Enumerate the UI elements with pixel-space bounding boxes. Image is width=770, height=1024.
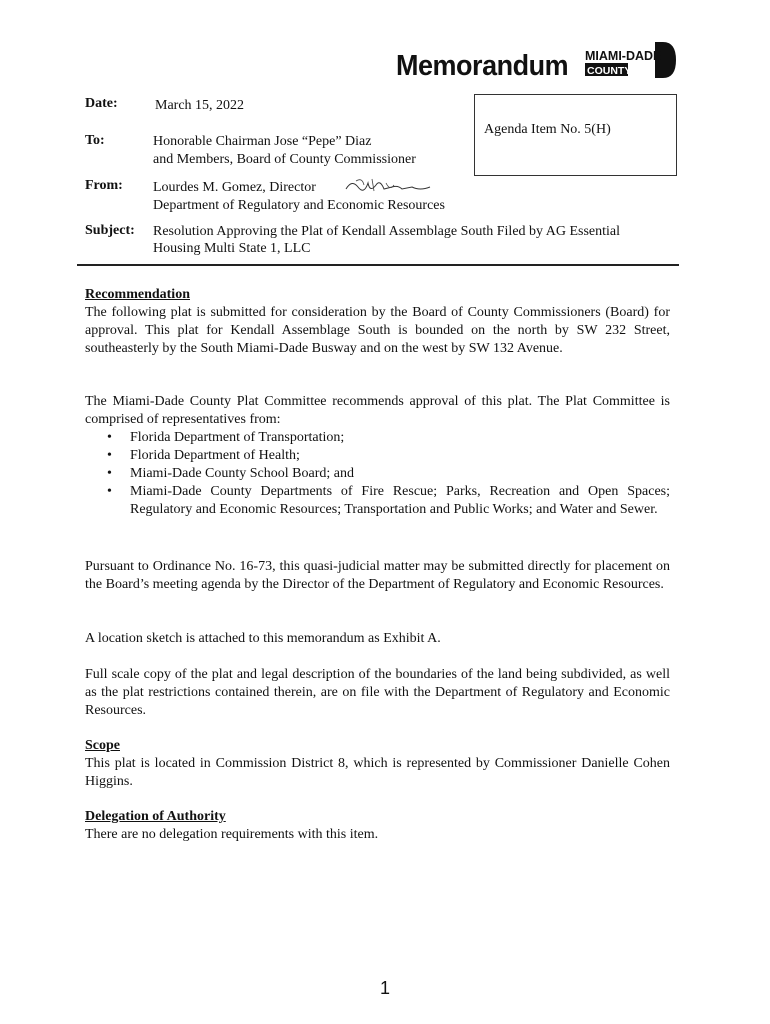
to-label: To:	[85, 133, 105, 148]
date-label: Date:	[85, 96, 118, 111]
subject-label: Subject:	[85, 223, 135, 238]
agenda-item-box	[474, 94, 677, 176]
list-item: • Florida Department of Transportation;	[130, 429, 670, 447]
committee-list	[85, 429, 670, 519]
list-item: • Miami-Dade County School Board; and	[130, 465, 670, 483]
subject-line-1: Resolution Approving the Plat of Kendall Assemblage South Filed by AG Essential	[153, 224, 621, 239]
recommendation-heading: Recommendation	[85, 287, 190, 302]
scope-paragraph: This plat is located in Commission District 8, which is represented by Commissioner Danielle Cohen Higgins.	[85, 756, 670, 789]
plat-committee-section	[85, 393, 670, 519]
recommendation-paragraph-1: The following plat is submitted for consideration by the Board of County Commissioners (Board) for approval. This plat for Kendall Assemblage South is bounded on the north by SW 232 Street, southeasterly by the South Miami-Dade Busway and on the west by SW 132 Avenue.	[85, 305, 670, 356]
director-signature	[342, 175, 434, 197]
to-line-2: and Members, Board of County Commissioner	[153, 152, 416, 167]
scope-heading: Scope	[85, 738, 120, 753]
page-number: 1	[379, 978, 390, 998]
memorandum-title: Memorandum	[396, 50, 569, 82]
ordinance-paragraph: Pursuant to Ordinance No. 16-73, this quasi-judicial matter may be submitted directly for placement on the Board’s meeting agenda by the Director of the Department of Regulatory and Economic Resources.	[85, 559, 670, 592]
list-item: • Miami-Dade County Departments of Fire Rescue; Parks, Recreation and Open Spaces; Regulatory and Economic Resources; Transportation and Public Works; and Water and Sewer.	[130, 483, 670, 519]
date-value: March 15, 2022	[155, 98, 245, 113]
to-line-1: Honorable Chairman Jose “Pepe” Diaz	[153, 134, 372, 149]
header-divider	[77, 264, 679, 266]
agenda-item-number: Agenda Item No. 5(H)	[484, 122, 611, 137]
scope-section	[85, 737, 670, 791]
list-item: • Florida Department of Health;	[130, 447, 670, 465]
logo-text-bottom: COUNTY	[587, 65, 632, 77]
delegation-section	[85, 808, 670, 844]
from-label: From:	[85, 178, 123, 193]
from-line-2: Department of Regulatory and Economic Resources	[153, 198, 445, 213]
county-logo	[583, 40, 678, 80]
full-scale-copy-paragraph: Full scale copy of the plat and legal description of the boundaries of the land being subdivided, as well as the plat restrictions contained therein, are on file with the Department of Regulatory and Economic Resources.	[85, 667, 670, 718]
recommendation-section	[85, 286, 670, 358]
location-sketch-paragraph: A location sketch is attached to this memorandum as Exhibit A.	[85, 631, 441, 646]
delegation-paragraph: There are no delegation requirements with this item.	[85, 827, 379, 842]
subject-line-2: Housing Multi State 1, LLC	[153, 241, 311, 256]
from-line-1: Lourdes M. Gomez, Director	[153, 180, 316, 195]
logo-text-top: MIAMI-DADE	[585, 49, 662, 63]
delegation-heading: Delegation of Authority	[85, 809, 226, 824]
recommendation-paragraph-2: The Miami-Dade County Plat Committee recommends approval of this plat. The Plat Committee is comprised of representatives from:	[85, 394, 670, 427]
